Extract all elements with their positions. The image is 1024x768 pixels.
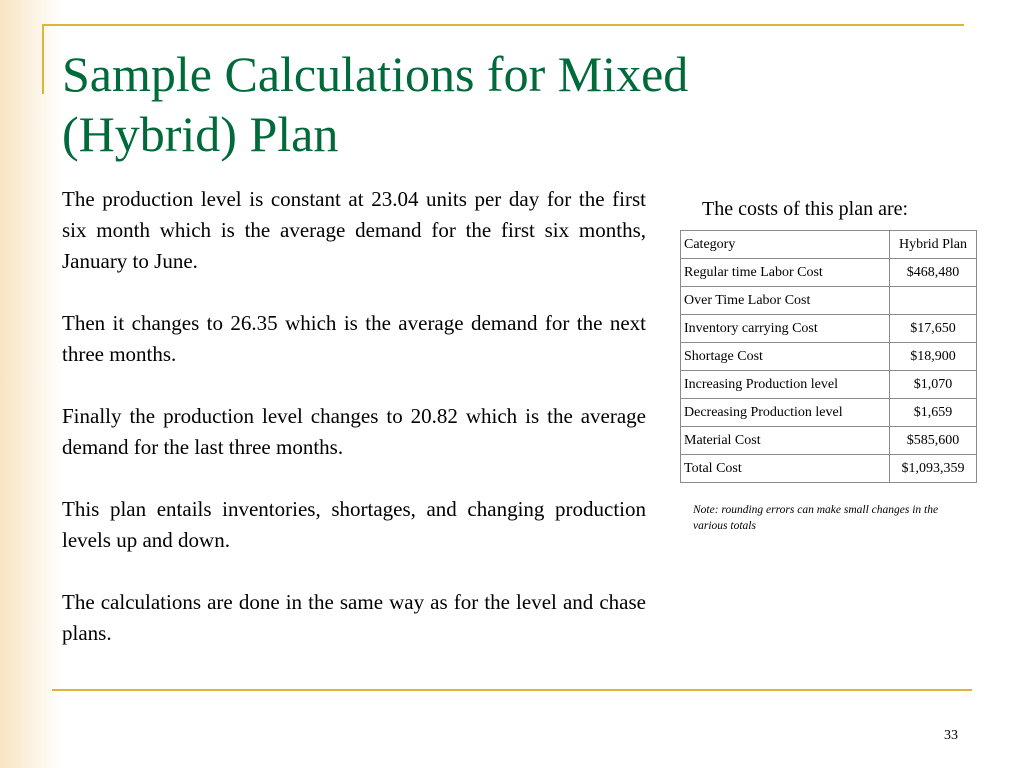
row-value: $1,659 (890, 399, 977, 427)
table-row (681, 259, 977, 287)
paragraph-last-three-months: Finally the production level changes to 20.82 which is the average demand for the last three months. (62, 404, 646, 459)
row-label: Total Cost (681, 455, 890, 483)
row-label: Material Cost (681, 427, 890, 455)
header-hybrid-plan: Hybrid Plan (890, 231, 977, 259)
table-row (681, 343, 977, 371)
top-vertical-rule (42, 24, 44, 94)
table-row (681, 427, 977, 455)
row-value (890, 287, 977, 315)
table-row (681, 287, 977, 315)
row-value: $17,650 (890, 315, 977, 343)
row-label: Decreasing Production level (681, 399, 890, 427)
costs-label: The costs of this plan are: (702, 198, 909, 220)
slide-title: Sample Calculations for Mixed (Hybrid) Plan (62, 46, 689, 162)
row-value: $1,093,359 (890, 455, 977, 483)
paragraph-plan-entails: This plan entails inventories, shortages, and changing production levels up and down. (62, 497, 646, 552)
table-row-total (681, 455, 977, 483)
bottom-horizontal-rule (52, 689, 972, 691)
header-category: Category (681, 231, 890, 259)
row-label: Regular time Labor Cost (681, 259, 890, 287)
table-row (681, 371, 977, 399)
row-label: Increasing Production level (681, 371, 890, 399)
row-value: $1,070 (890, 371, 977, 399)
paragraph-calculations: The calculations are done in the same way as for the level and chase plans. (62, 590, 646, 645)
body-text (62, 184, 646, 680)
row-label: Shortage Cost (681, 343, 890, 371)
table-row (681, 399, 977, 427)
row-label: Over Time Labor Cost (681, 287, 890, 315)
paragraph-next-three-months: Then it changes to 26.35 which is the average demand for the next three months. (62, 311, 646, 366)
table-header-row (681, 231, 977, 259)
row-value: $468,480 (890, 259, 977, 287)
row-label: Inventory carrying Cost (681, 315, 890, 343)
top-horizontal-rule (42, 24, 964, 26)
rounding-note: Note: rounding errors can make small changes in the various totals (693, 504, 939, 532)
paragraph-production-level: The production level is constant at 23.04 units per day for the first six month which is the average demand for the first six months, January to June. (62, 187, 646, 273)
row-value: $18,900 (890, 343, 977, 371)
costs-table (680, 230, 977, 483)
page-number: 33 (944, 728, 958, 743)
row-value: $585,600 (890, 427, 977, 455)
left-decorative-band (0, 0, 62, 768)
table-row (681, 315, 977, 343)
